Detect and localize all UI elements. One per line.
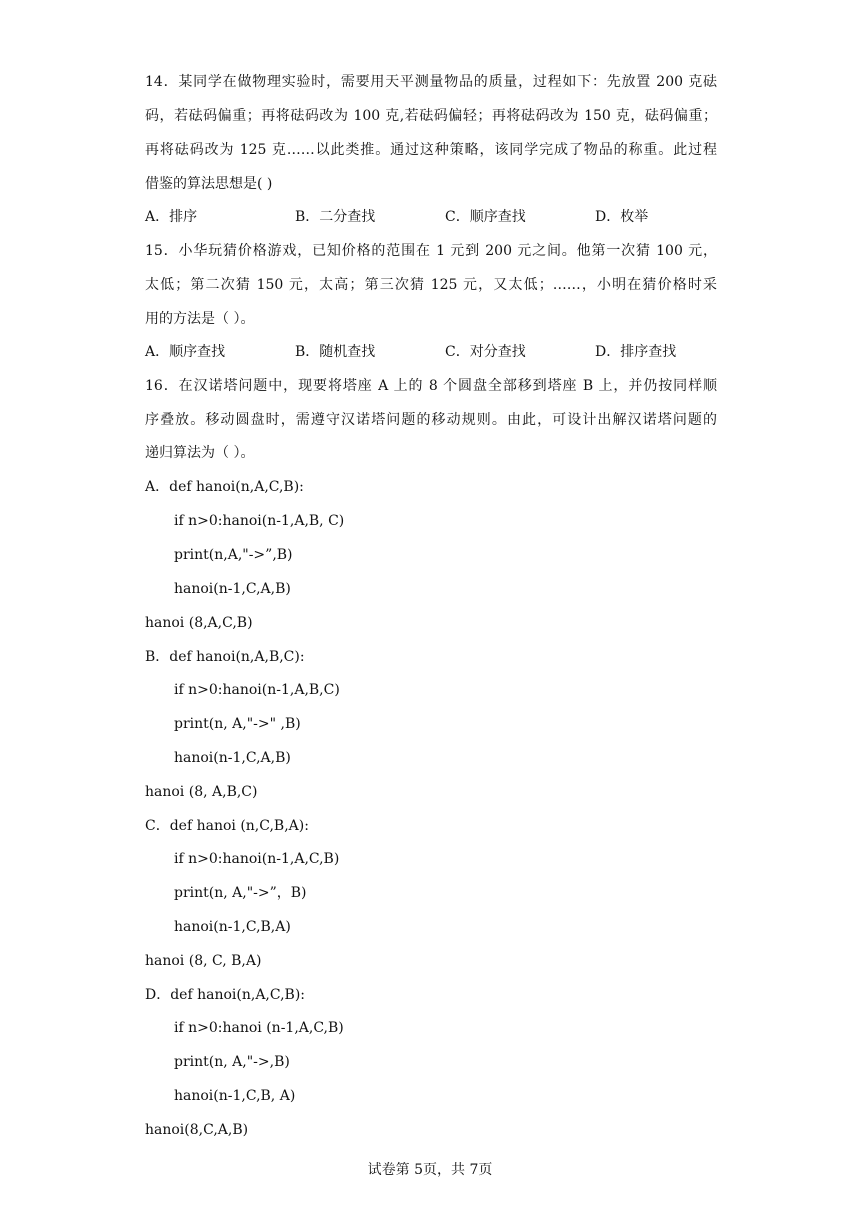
page-footer: 试卷第 5页，共 7页	[367, 1162, 493, 1178]
question-16-line-1: 16．在汉诺塔问题中，现要将塔座 A 上的 8 个圆盘全部移到塔座 B 上，并仍按同样顺	[145, 378, 717, 394]
question-14-options	[145, 207, 745, 227]
option-b-code-line: hanoi(n-1,C,A,B)	[174, 750, 291, 766]
option-a-code-line: if n>0:hanoi(n-1,A,B, C)	[174, 513, 345, 529]
option-a-header: A．def hanoi(n,A,C,B):	[145, 479, 304, 495]
option-a: A．排序	[145, 209, 198, 225]
question-15-line-3: 用的方法是（ ）。	[145, 311, 255, 327]
option-b-call: hanoi (8, A,B,C)	[145, 784, 258, 800]
option-c-header: C．def hanoi (n,C,B,A):	[145, 818, 309, 834]
option-b: B．随机查找	[295, 344, 376, 360]
option-d-header: D．def hanoi(n,A,C,B):	[145, 987, 306, 1003]
question-16-line-3: 递归算法为（ ）。	[145, 445, 255, 461]
option-d-code-line: print(n, A,"->,B)	[174, 1054, 290, 1070]
option-b: B．二分查找	[295, 209, 376, 225]
option-c: C．顺序查找	[445, 209, 526, 225]
option-d-call: hanoi(8,C,A,B)	[145, 1122, 249, 1138]
option-c-code-line: hanoi(n-1,C,B,A)	[174, 919, 291, 935]
question-14-line-1: 14．某同学在做物理实验时，需要用天平测量物品的质量，过程如下：先放置 200 克砝	[145, 74, 717, 90]
option-b-code-line: print(n, A,"->" ,B)	[174, 716, 301, 732]
option-b-code-line: if n>0:hanoi(n-1,A,B,C)	[174, 682, 340, 698]
option-c-code-line: print(n, A,"->”，B)	[174, 885, 307, 901]
question-14-line-3: 再将砝码改为 125 克……以此类推。通过这种策略，该同学完成了物品的称重。此过程	[145, 142, 717, 158]
question-15-line-1: 15．小华玩猜价格游戏，已知价格的范围在 1 元到 200 元之间。他第一次猜 100 元，	[145, 243, 717, 259]
option-d: D．排序查找	[595, 344, 677, 360]
question-15-line-2: 太低；第二次猜 150 元，太高；第三次猜 125 元，又太低；……，小明在猜价格时采	[145, 277, 717, 293]
option-c-call: hanoi (8, C, B,A)	[145, 953, 262, 969]
option-d-code-line: hanoi(n-1,C,B, A)	[174, 1088, 296, 1104]
option-a-code-line: print(n,A,"->”,B)	[174, 547, 293, 563]
option-a-call: hanoi (8,A,C,B)	[145, 615, 253, 631]
option-a-code-line: hanoi(n-1,C,A,B)	[174, 581, 291, 597]
option-c-code-line: if n>0:hanoi(n-1,A,C,B)	[174, 851, 340, 867]
question-16-line-2: 序叠放。移动圆盘时，需遵守汉诺塔问题的移动规则。由此，可设计出解汉诺塔问题的	[145, 412, 717, 428]
option-d: D．枚举	[595, 209, 649, 225]
question-14-line-4: 借鉴的算法思想是( )	[145, 176, 273, 192]
question-15-options	[145, 342, 745, 362]
option-a: A．顺序查找	[145, 344, 226, 360]
question-14-line-2: 码，若砝码偏重；再将砝码改为 100 克,若砝码偏轻；再将砝码改为 150 克，砝码偏重；	[145, 108, 717, 124]
option-d-code-line: if n>0:hanoi (n-1,A,C,B)	[174, 1020, 344, 1036]
option-c: C．对分查找	[445, 344, 526, 360]
option-b-header: B．def hanoi(n,A,B,C):	[145, 649, 305, 665]
